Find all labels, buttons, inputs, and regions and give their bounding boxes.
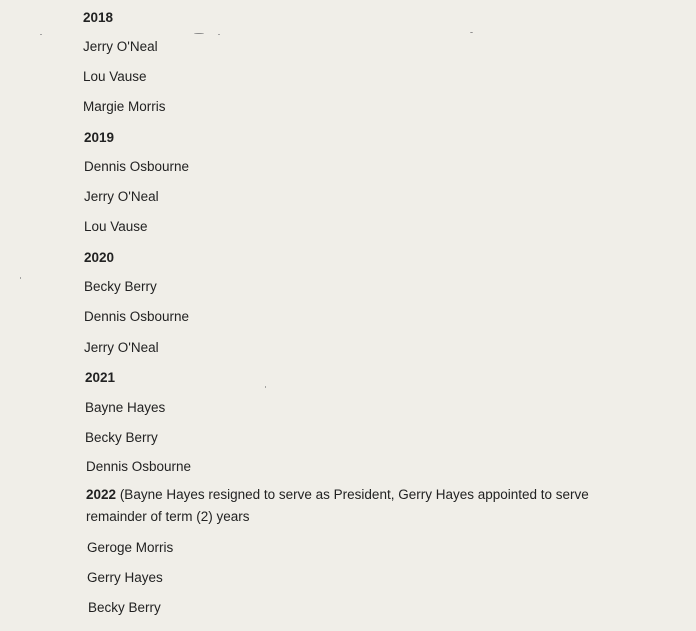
member-name: Becky Berry xyxy=(85,430,158,445)
member-name: Jerry O'Neal xyxy=(84,189,159,204)
member-name: Lou Vause xyxy=(84,219,148,234)
scan-speck xyxy=(194,33,204,34)
member-name: Dennis Osbourne xyxy=(86,459,192,474)
year-note-line-1: (Bayne Hayes resigned to serve as President, Gerry Hayes appointed to serve xyxy=(119,487,589,502)
member-name: Dennis Osbourne xyxy=(84,159,190,174)
member-name: Jerry O'Neal xyxy=(83,39,158,54)
year-heading-2020: 2020 xyxy=(84,250,115,265)
scan-speck xyxy=(218,34,220,35)
year-heading-2021: 2021 xyxy=(85,370,116,385)
member-name: Gerry Hayes xyxy=(87,570,163,585)
member-name: Geroge Morris xyxy=(87,540,174,555)
member-name: Bayne Hayes xyxy=(85,400,166,415)
year-heading-2022: 2022 xyxy=(86,487,117,502)
scan-speck xyxy=(470,32,473,33)
scan-speck xyxy=(265,386,266,388)
member-name: Becky Berry xyxy=(88,600,161,615)
member-name: Lou Vause xyxy=(83,69,147,84)
scan-speck xyxy=(40,34,42,35)
scan-speck xyxy=(20,277,21,279)
year-heading-2018: 2018 xyxy=(83,10,114,25)
member-name: Becky Berry xyxy=(84,279,157,294)
member-name: Jerry O'Neal xyxy=(84,340,159,355)
year-note-line-2: remainder of term (2) years xyxy=(86,509,250,524)
year-heading-2019: 2019 xyxy=(84,130,115,145)
member-name: Margie Morris xyxy=(83,99,166,114)
member-name: Dennis Osbourne xyxy=(84,309,190,324)
year-note-row-2022 xyxy=(86,487,589,503)
